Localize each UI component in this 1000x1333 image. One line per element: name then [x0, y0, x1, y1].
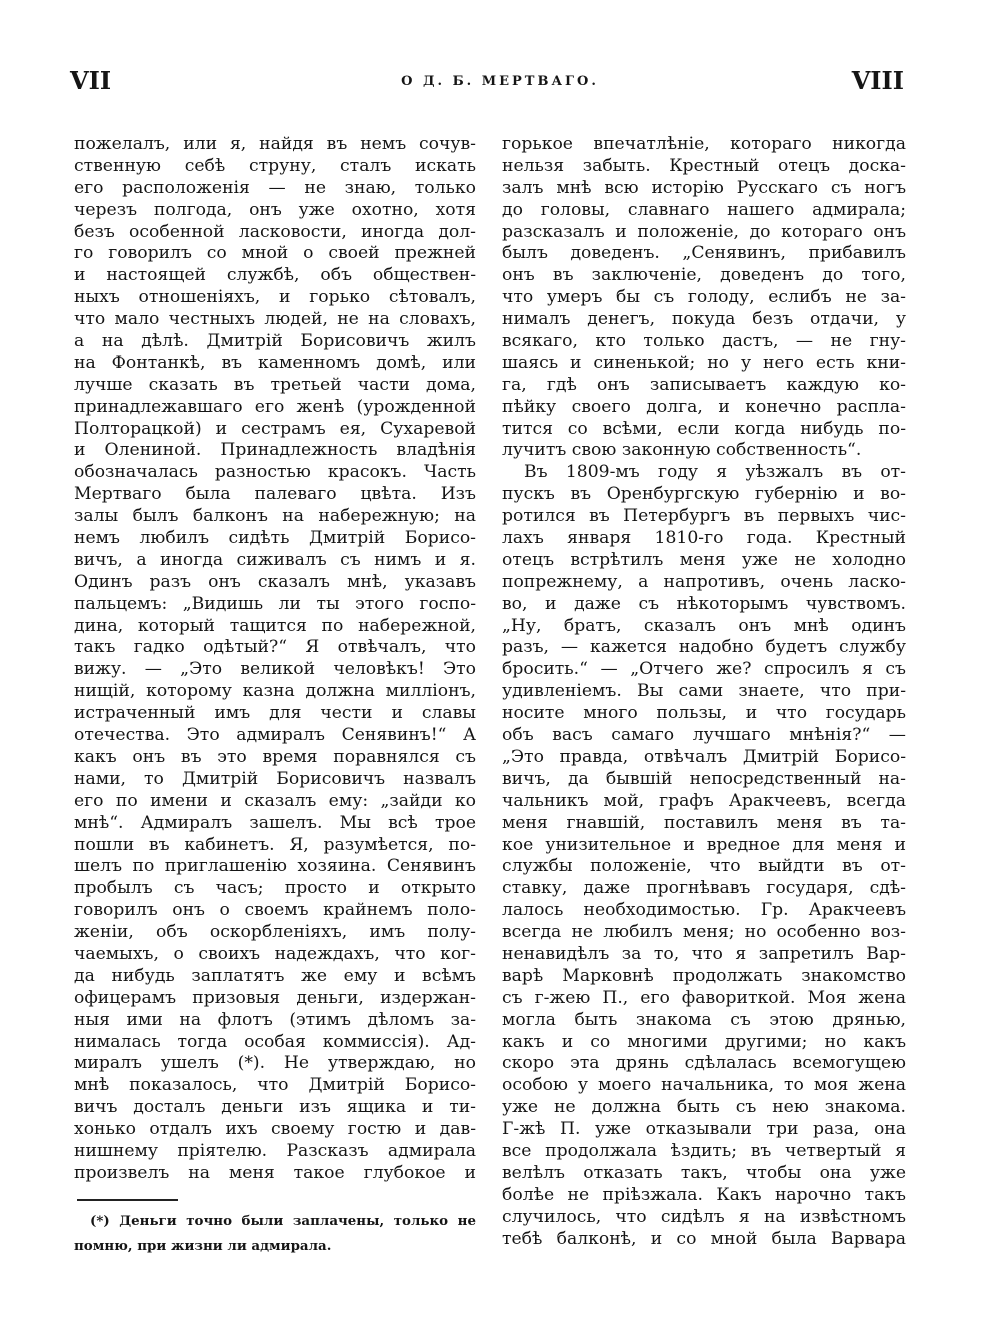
text-line: варѣ Марковнѣ продолжать знакомство	[502, 965, 906, 986]
text-line: чальникъ мой, графъ Аракчеевъ, всегда	[502, 790, 906, 811]
text-line: го говорилъ со мной о своей прежней	[74, 243, 476, 264]
text-line: его расположенія — не знаю, только	[74, 177, 476, 198]
text-line: онъ въ заключеніе, доведенъ до того,	[502, 265, 906, 286]
text-line: ныя ими на флотъ (этимъ дѣломъ за-	[74, 1009, 476, 1030]
page-number-left: VII	[70, 66, 112, 95]
text-line: какъ и со многими другими; но какъ	[502, 1031, 906, 1052]
text-line: носите много пользы, и что государь	[502, 703, 906, 724]
text-line: произвелъ на меня такое глубокое и	[74, 1162, 476, 1183]
text-line: бросить.“ — „Отчего же? спросилъ я съ	[502, 659, 906, 680]
text-line: (*) Деньги точно были заплачены, только не	[90, 1213, 476, 1229]
text-line: что умеръ бы съ голоду, еслибъ не за-	[502, 287, 906, 308]
text-line: пальцемъ: „Видишь ли ты этого госпо-	[74, 593, 476, 614]
text-line: лалось необходимостью. Гр. Аракчеевъ	[502, 900, 906, 921]
text-line: ненавидѣлъ за то, что я запретилъ Вар-	[502, 943, 906, 964]
text-line: да нибудь заплатятъ же ему и всѣмъ	[74, 965, 476, 986]
text-line: нищій, которому казна должна милліонъ,	[74, 681, 476, 702]
text-line: ственную себѣ струну, сталъ искать	[74, 155, 476, 176]
text-line: мнѣ показалось, что Дмитрій Борисо-	[74, 1075, 476, 1096]
text-line: принадлежавшаго его женѣ (урожденной	[74, 396, 476, 417]
text-line: лучитъ свою законную собственность“.	[502, 440, 862, 461]
text-line: миралъ ушелъ (*). Не утверждаю, но	[74, 1053, 476, 1074]
left-column	[74, 134, 476, 1185]
text-line: скоро эта дрянь сдѣлалась всемогущею	[502, 1053, 906, 1074]
text-line: былъ доведенъ. „Сенявинъ, прибавилъ	[502, 243, 906, 264]
text-line: болѣе не пріѣзжала. Какъ нарочно такъ	[502, 1184, 906, 1205]
text-line: разъ, — кажется надобно будетъ службу	[502, 637, 906, 658]
text-line: Г-жѣ П. уже отказывали три раза, она	[502, 1119, 906, 1140]
text-line: ротился въ Петербургъ въ первыхъ чис-	[502, 506, 906, 527]
text-line: а на дѣлѣ. Дмитрій Борисовичъ жилъ	[74, 331, 476, 352]
text-line: пробылъ съ часъ; просто и открыто	[74, 878, 476, 899]
text-line: нималась тогда особая коммиссія). Ад-	[74, 1031, 476, 1052]
text-line: женіи, объ оскорбленіяхъ, имъ полу-	[74, 922, 476, 943]
text-line: особою у моего начальника, то моя жена	[502, 1075, 906, 1096]
text-line: „Ну, братъ, сказалъ онъ мнѣ одинъ	[502, 615, 906, 636]
text-line: безъ особенной ласковости, иногда дол-	[74, 221, 476, 242]
text-line: пожелалъ, или я, найдя въ немъ сочув-	[74, 134, 476, 154]
text-line: случилось, что сидѣлъ я на извѣстномъ	[502, 1206, 906, 1227]
text-line: истраченный имъ для чести и славы	[74, 703, 476, 724]
text-line: на Фонтанкѣ, въ каменномъ домѣ, или	[74, 352, 476, 373]
text-line: нами, то Дмитрій Борисовичъ назвалъ	[74, 768, 476, 789]
text-line: какъ онъ въ это время поравнялся съ	[74, 746, 476, 767]
text-line: „Это правда, отвѣчалъ Дмитрій Борисо-	[502, 746, 906, 767]
text-line: отецъ встрѣтилъ меня уже не холодно	[502, 549, 906, 570]
text-line: Мертваго была палеваго цвѣта. Изъ	[74, 484, 476, 505]
text-line: пѣйку своего долга, и конечно распла-	[502, 396, 906, 417]
text-line: вичъ, а иногда сиживалъ съ нимъ и я.	[74, 549, 476, 570]
text-line: Одинъ разъ онъ сказалъ мнѣ, указавъ	[74, 571, 476, 592]
text-line: шелъ по приглашенію хозяина. Сенявинъ	[74, 856, 476, 877]
footnote	[74, 1209, 476, 1259]
text-line: службы положеніе, что выйдти въ от-	[502, 856, 906, 877]
text-line: ставку, даже прогнѣвавъ государя, сдѣ-	[502, 878, 906, 899]
text-line: вичъ, да бывшій непосредственный на-	[502, 768, 906, 789]
text-line: ныхъ отношеніяхъ, и горько сѣтовалъ,	[74, 287, 476, 308]
text-line: во, и даже съ нѣкоторымъ чувствомъ.	[502, 593, 906, 614]
running-title: О Д. Б. МЕРТВАГО.	[401, 74, 599, 89]
right-column	[502, 134, 906, 1250]
text-line: чаемыхъ, о своихъ надеждахъ, что ког-	[74, 943, 476, 964]
text-line: тебѣ балконѣ, и со мной была Варвара	[502, 1228, 906, 1249]
text-line: мнѣ“. Адмиралъ зашелъ. Мы всѣ трое	[74, 812, 476, 833]
text-line: тится со всѣми, если когда нибудь по-	[502, 418, 906, 439]
text-line: говорилъ онъ о своемъ крайнемъ поло-	[74, 900, 476, 921]
text-line: вичъ досталъ деньги изъ ящика и ти-	[74, 1097, 476, 1118]
text-line: попрежнему, а напротивъ, очень ласко-	[502, 571, 906, 592]
text-line: уже не должна быть съ нею знакома.	[502, 1097, 906, 1118]
text-line: могла быть знакома съ этою дрянью,	[502, 1009, 906, 1030]
text-line: нельзя забыть. Крестный отецъ доска-	[502, 155, 906, 176]
text-line: хонько отдалъ ихъ своему гостю и дав-	[74, 1119, 476, 1140]
text-line: удивленіемъ. Вы сами знаете, что при-	[502, 681, 906, 702]
text-line: Полторацкой) и сестрамъ ея, Сухаревой	[74, 418, 476, 439]
text-line: что мало честныхъ людей, не на словахъ,	[74, 309, 476, 330]
text-line: горькое впечатлѣніе, котораго никогда	[502, 134, 906, 154]
text-line: всегда не любилъ меня; но особенно воз-	[502, 922, 906, 943]
text-line: лахъ января 1810-го года. Крестный	[502, 528, 906, 549]
text-line: залы былъ балконъ на набережную; на	[74, 506, 476, 527]
text-line: дина, который тащится по набережной,	[74, 615, 476, 636]
text-line: меня гнавшій, поставилъ меня въ та-	[502, 812, 906, 833]
page-number-right: VIII	[851, 66, 904, 95]
text-line: помню, при жизни ли адмирала.	[74, 1238, 332, 1254]
text-line: га, гдѣ онъ записываетъ каждую ко-	[502, 374, 906, 395]
text-line: вижу. — „Это великой человѣкъ! Это	[74, 659, 476, 680]
text-line: немъ любилъ сидѣть Дмитрій Борисо-	[74, 528, 476, 549]
text-line: Въ 1809-мъ году я уѣзжалъ въ от-	[524, 462, 906, 483]
text-line: черезъ полгода, онъ уже охотно, хотя	[74, 199, 476, 220]
text-line: и Олениной. Принадлежность владѣнія	[74, 440, 476, 461]
text-line: залъ мнѣ всю исторію Русскаго съ ногъ	[502, 177, 906, 198]
text-line: съ г-жею П., его фавориткой. Моя жена	[502, 987, 906, 1008]
text-line: объ васъ самаго лучшаго мнѣнія?“ —	[502, 725, 906, 746]
text-line: офицерамъ призовыя деньги, издержан-	[74, 987, 476, 1008]
text-line: пошли въ кабинетъ. Я, разумѣется, по-	[74, 834, 476, 855]
text-line: отечества. Это адмиралъ Сенявинъ!“ А	[74, 725, 476, 746]
text-line: кое унизительное и вредное для меня и	[502, 834, 906, 855]
text-line: нишнему пріятелю. Разсказъ адмирала	[74, 1140, 476, 1161]
text-line: пускъ въ Оренбургскую губернію и во-	[502, 484, 906, 505]
text-line: все продолжала ѣздить; въ четвертый я	[502, 1140, 906, 1161]
text-line: велѣлъ отказать такъ, чтобы она уже	[502, 1162, 906, 1183]
text-line: обозначалась разностью красокъ. Часть	[74, 462, 476, 483]
text-line: до головы, славнаго нашего адмирала;	[502, 199, 906, 220]
text-line: разсказалъ и положеніе, до котораго онъ	[502, 221, 906, 242]
text-line: шаясь и синенькой; но у него есть кни-	[502, 352, 906, 373]
text-line: лучше сказать въ третьей части дома,	[74, 374, 476, 395]
text-line: его по имени и сказалъ ему: „зайди ко	[74, 790, 476, 811]
text-line: и настоящей службѣ, объ обществен-	[74, 265, 476, 286]
footnote-rule	[77, 1199, 178, 1201]
text-line: нималъ денегъ, покуда безъ отдачи, у	[502, 309, 906, 330]
text-line: такъ гадко одѣтый?“ Я отвѣчалъ, что	[74, 637, 476, 658]
text-line: всякаго, кто только дастъ, — не гну-	[502, 331, 906, 352]
